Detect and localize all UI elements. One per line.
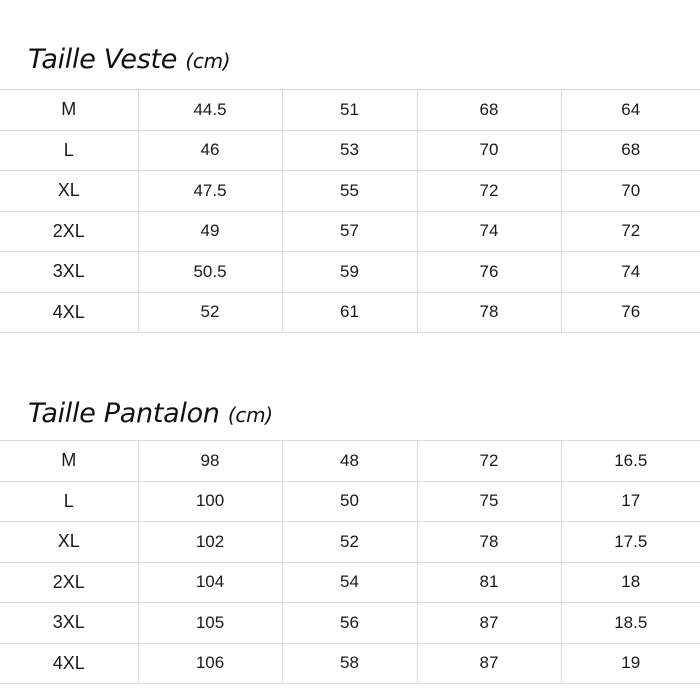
table-row <box>0 562 700 603</box>
pantalon-size-table <box>0 440 700 684</box>
table-cell: 64 <box>561 90 700 131</box>
table-cell: 17.5 <box>561 522 700 563</box>
table-cell: 81 <box>417 562 561 603</box>
table-cell: 74 <box>561 252 700 293</box>
table-cell: 87 <box>417 643 561 684</box>
table-cell: 106 <box>138 643 282 684</box>
table-row <box>0 130 700 171</box>
table-cell: 54 <box>282 562 417 603</box>
size-label-cell: M <box>0 441 138 482</box>
table-cell: 19 <box>561 643 700 684</box>
table-cell: 74 <box>417 211 561 252</box>
table-row <box>0 522 700 563</box>
table-row <box>0 171 700 212</box>
table-cell: 75 <box>417 481 561 522</box>
table-cell: 50 <box>282 481 417 522</box>
table-row <box>0 90 700 131</box>
table-cell: 78 <box>417 522 561 563</box>
size-label-cell: XL <box>0 522 138 563</box>
table-cell: 76 <box>417 252 561 293</box>
table-cell: 18 <box>561 562 700 603</box>
table-cell: 56 <box>282 603 417 644</box>
table-cell: 18.5 <box>561 603 700 644</box>
table-row <box>0 643 700 684</box>
size-label-cell: 3XL <box>0 603 138 644</box>
size-label-cell: M <box>0 90 138 131</box>
table-cell: 105 <box>138 603 282 644</box>
table-cell: 16.5 <box>561 441 700 482</box>
table-cell: 72 <box>417 171 561 212</box>
pantalon-unit-text: (cm) <box>227 403 273 427</box>
veste-size-table <box>0 89 700 333</box>
veste-title-text: Taille Veste <box>28 44 178 75</box>
size-label-cell: 2XL <box>0 211 138 252</box>
table-cell: 102 <box>138 522 282 563</box>
size-label-cell: 4XL <box>0 292 138 333</box>
size-label-cell: 4XL <box>0 643 138 684</box>
table-cell: 46 <box>138 130 282 171</box>
table-cell: 70 <box>561 171 700 212</box>
table-cell: 72 <box>417 441 561 482</box>
veste-section-title <box>28 44 230 75</box>
table-row <box>0 292 700 333</box>
table-cell: 68 <box>561 130 700 171</box>
table-cell: 49 <box>138 211 282 252</box>
table-cell: 50.5 <box>138 252 282 293</box>
table-cell: 104 <box>138 562 282 603</box>
size-label-cell: L <box>0 481 138 522</box>
table-cell: 55 <box>282 171 417 212</box>
table-cell: 70 <box>417 130 561 171</box>
table-cell: 57 <box>282 211 417 252</box>
table-cell: 52 <box>282 522 417 563</box>
table-row <box>0 252 700 293</box>
table-cell: 98 <box>138 441 282 482</box>
veste-unit-text: (cm) <box>185 49 231 73</box>
table-cell: 53 <box>282 130 417 171</box>
table-row <box>0 211 700 252</box>
table-cell: 76 <box>561 292 700 333</box>
size-label-cell: 2XL <box>0 562 138 603</box>
table-cell: 51 <box>282 90 417 131</box>
table-cell: 47.5 <box>138 171 282 212</box>
size-label-cell: L <box>0 130 138 171</box>
table-cell: 87 <box>417 603 561 644</box>
table-cell: 58 <box>282 643 417 684</box>
pantalon-title-text: Taille Pantalon <box>28 398 220 429</box>
table-cell: 72 <box>561 211 700 252</box>
pantalon-section-title <box>28 398 273 429</box>
table-cell: 48 <box>282 441 417 482</box>
table-cell: 68 <box>417 90 561 131</box>
size-label-cell: XL <box>0 171 138 212</box>
table-row <box>0 481 700 522</box>
table-cell: 61 <box>282 292 417 333</box>
table-row <box>0 603 700 644</box>
table-cell: 52 <box>138 292 282 333</box>
table-cell: 17 <box>561 481 700 522</box>
table-cell: 44.5 <box>138 90 282 131</box>
table-row <box>0 441 700 482</box>
table-cell: 59 <box>282 252 417 293</box>
table-cell: 78 <box>417 292 561 333</box>
table-cell: 100 <box>138 481 282 522</box>
size-label-cell: 3XL <box>0 252 138 293</box>
